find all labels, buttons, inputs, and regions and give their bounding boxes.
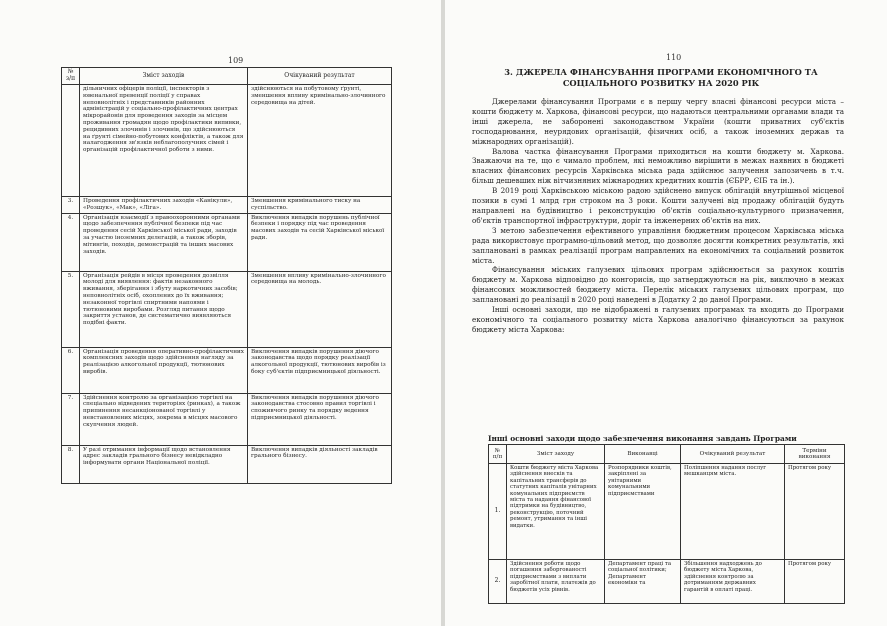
paragraph: Джерелами фінансування Програми є в першу чергу власні фінансові ресурси міста – кошти бюджету м. Харкова, фінансові ресурси, що надаються центральними органами влади та інші джерела, не заборонені законодавством України (кошти приватних суб'єктів господарювання, неурядових організацій, фізичних осіб, а також іноземних держав та міжнародних організацій). bbox=[472, 97, 844, 146]
paragraph: В 2019 році Харківською міською радою здійснено випуск облігацій внутрішньої місцевої позики в сумі 1 млрд грн строком на 3 роки. Кошти залучені від продажу облігацій будуть направлені на будівництво і реконструкцію об'єктів соціально-культурного призначення, об'єктів транспортної інфраструктури, доріг та інженерних об'єктів на них. bbox=[472, 186, 844, 225]
row-executor: Розпорядники коштів, закріплені за унітарними комунальними підприємствами bbox=[605, 464, 681, 560]
row-number bbox=[62, 85, 80, 197]
header-term: Терміни виконання bbox=[785, 445, 845, 464]
header-number: № п/п bbox=[489, 445, 507, 464]
row-number: 1. bbox=[489, 464, 507, 560]
table-row bbox=[62, 85, 392, 197]
row-result: Виключення випадків порушення діючого законодавства щодо порядку реалізації алкогольної продукції, тютюнових виробів із боку суб'єктів підприємницької діяльності. bbox=[248, 347, 392, 393]
table-row bbox=[62, 271, 392, 347]
paragraph: Валова частка фінансування Програми приходиться на кошти бюджету м. Харкова. Зважаючи на те, що є чимало проблем, які неможливо вирішити в межах наявних в бюджеті власних фінансових ресурсів Харківська міська рада здійснює залучення запозичень в т.ч. більш дешевших ніж вітчизняних міжнародних кредитних коштів (ЄБРР, ЄІБ та ін.). bbox=[472, 146, 844, 186]
row-result: Виключення випадків порушень публічної безпеки і порядку під час проведення масових заходів та сесій Харківської міської ради. bbox=[248, 213, 392, 271]
row-result: Виключення випадків діяльності закладів грального бізнесу. bbox=[248, 445, 392, 483]
table-row bbox=[62, 197, 392, 214]
table-row bbox=[62, 347, 392, 393]
row-result: Виключення випадків порушення діючого законодавства стосовно правил торгівлі і споживчого ринку та порядку ведення підприємницької діяльності. bbox=[248, 393, 392, 445]
paragraph: Інші основні заходи, що не відображені в галузевих програмах та входять до Програми економічного та соціального розвитку міста Харкова аналогічно фінансуються за рахунок бюджету міста Харкова: bbox=[472, 305, 844, 334]
header-result: Очікуваний результат bbox=[681, 445, 785, 464]
paragraph: Фінансування міських галузевих цільових програм здійснюється за рахунок коштів бюджету м. Харкова відповідно до конгорисів, що затверджуються на рік, виключно в межах фінансових можливостей бюджету міста. Перелік міських галузевих цільових програм, що заплановані до реалізації в 2020 році наведені в Додатку 2 до даної Програми. bbox=[472, 265, 844, 305]
row-term: Протягом року bbox=[785, 560, 845, 604]
paragraph: З метою забезпечення ефективного управління бюджетним процесом Харківська міська рада використовує програмно-цільовий метод, що дозволяє досягти конкретних результатів, які заплановані в рамках реалізації програм направлених на економічних та соціальний розвиток міста. bbox=[472, 225, 844, 265]
row-measure: Організація взаємодії з правоохоронними органами щодо забезпечення публічної безпеки під час проведення сесій Харківської міської ради, заходів за участю іноземних делегацій, а також зборів, мітингів, походів, демонстрацій та інших масових заходів. bbox=[80, 213, 248, 271]
row-executor: Департамент праці та соціальної політики; Департамент економіки та bbox=[605, 560, 681, 604]
header-number: № з/п bbox=[62, 68, 80, 85]
row-measure: Організація проведення оперативно-профілактичних комплексних заходів щодо здійснення нагляду за реалізацією алкогольної продукції, тютюнових виробів. bbox=[80, 347, 248, 393]
row-result: Зменшення кримінального тиску на суспільство. bbox=[248, 197, 392, 214]
row-result: здійснюються на побутовому ґрунті, зменшення впливу кримінально-злочинного середовища на дітей. bbox=[248, 85, 392, 197]
row-number: 3. bbox=[62, 197, 80, 214]
row-number: 2. bbox=[489, 560, 507, 604]
row-number: 4. bbox=[62, 213, 80, 271]
row-number: 5. bbox=[62, 271, 80, 347]
row-measure: дільничних офіцерів поліції, інспекторів з ювенальної превенції поліції у справах неповнолітніх і представників районних адміністрацій у соціально-профілактичних центрах мікрорайонів для проведення заходів за місцем проживання громадян щодо профілактики випивки, рецидивних злочинів і злочинів, що здійснюються на ґрунті сімейно-побутових конфліктів, а також для налагодження зв'язків неблагополучних сімей і організацій профілактичної роботи з ними. bbox=[80, 85, 248, 197]
header-executor: Виконавці bbox=[605, 445, 681, 464]
body-text bbox=[472, 97, 844, 335]
left-page bbox=[0, 0, 441, 626]
row-measure: У разі отримання інформації щодо встановлення адрес закладів грального бізнесу невідкладно інформувати органи Національної поліції. bbox=[80, 445, 248, 483]
row-measure: Організація рейдів в місця проведення дозвілля молоді для виявлення: фактів незаконного вживання, зберігання і збуту наркотичних засобів; неповнолітніх осіб, охоплених до їх вживання; незаконної торгівлі спиртними напоями і тютюновими виробами. Розгляд питання щодо закриття установ, де систематично виявляються подібні факти. bbox=[80, 271, 248, 347]
row-result: Поліпшення надання послуг мешканцям міста. bbox=[681, 464, 785, 560]
row-number: 7. bbox=[62, 393, 80, 445]
measures-table bbox=[61, 67, 392, 484]
page-number: 110 bbox=[666, 53, 682, 62]
table-row bbox=[489, 464, 845, 560]
other-measures-table bbox=[488, 444, 845, 604]
row-result: Збільшення надходжень до бюджету міста Харкова, здійснення контролю за дотриманням державних гарантій в оплаті праці. bbox=[681, 560, 785, 604]
table-row bbox=[62, 445, 392, 483]
header-measure: Зміст заходу bbox=[507, 445, 605, 464]
section-title: 3. ДЖЕРЕЛА ФІНАНСУВАННЯ ПРОГРАМИ ЕКОНОМІЧНОГО ТА СОЦІАЛЬНОГО РОЗВИТКУ НА 2020 РІК bbox=[504, 67, 818, 88]
row-result: Зменшення впливу кримінально-злочинного середовища на молодь. bbox=[248, 271, 392, 347]
row-measure: Кошти бюджету міста Харкова здійснення внесків та капітальних трансферів до статутних капіталів унітарних комунальних підприємств міста та надання фінансової підтримки на будівництво, реконструкцію, поточний ремонт, утримання та інші видатки. bbox=[507, 464, 605, 560]
row-measure: Здійснення контролю за організацією торгівлі на спеціально відведених територіях (ринках), а також припинення несанкціонованої торгівлі у невстановлених місцях, зокрема в місцях масового скупчення людей. bbox=[80, 393, 248, 445]
header-measure: Зміст заходів bbox=[80, 68, 248, 85]
table-caption: Інші основні заходи щодо забезпечення виконання завдань Програми bbox=[488, 434, 797, 443]
page-number: 109 bbox=[228, 56, 244, 65]
table-header-row bbox=[62, 68, 392, 85]
table-header-row bbox=[489, 445, 845, 464]
header-result: Очікуваний результат bbox=[248, 68, 392, 85]
row-number: 8. bbox=[62, 445, 80, 483]
row-measure: Здійснення роботи щодо погашення заборгованості підприємствами з виплати заробітної плати, платежів до бюджетів усіх рівнів. bbox=[507, 560, 605, 604]
row-number: 6. bbox=[62, 347, 80, 393]
table-row bbox=[489, 560, 845, 604]
row-term: Протягом року bbox=[785, 464, 845, 560]
table-row bbox=[62, 393, 392, 445]
row-measure: Проведення профілактичних заходів «Канікули», «Розшук», «Мак», «Ліга». bbox=[80, 197, 248, 214]
table-row bbox=[62, 213, 392, 271]
